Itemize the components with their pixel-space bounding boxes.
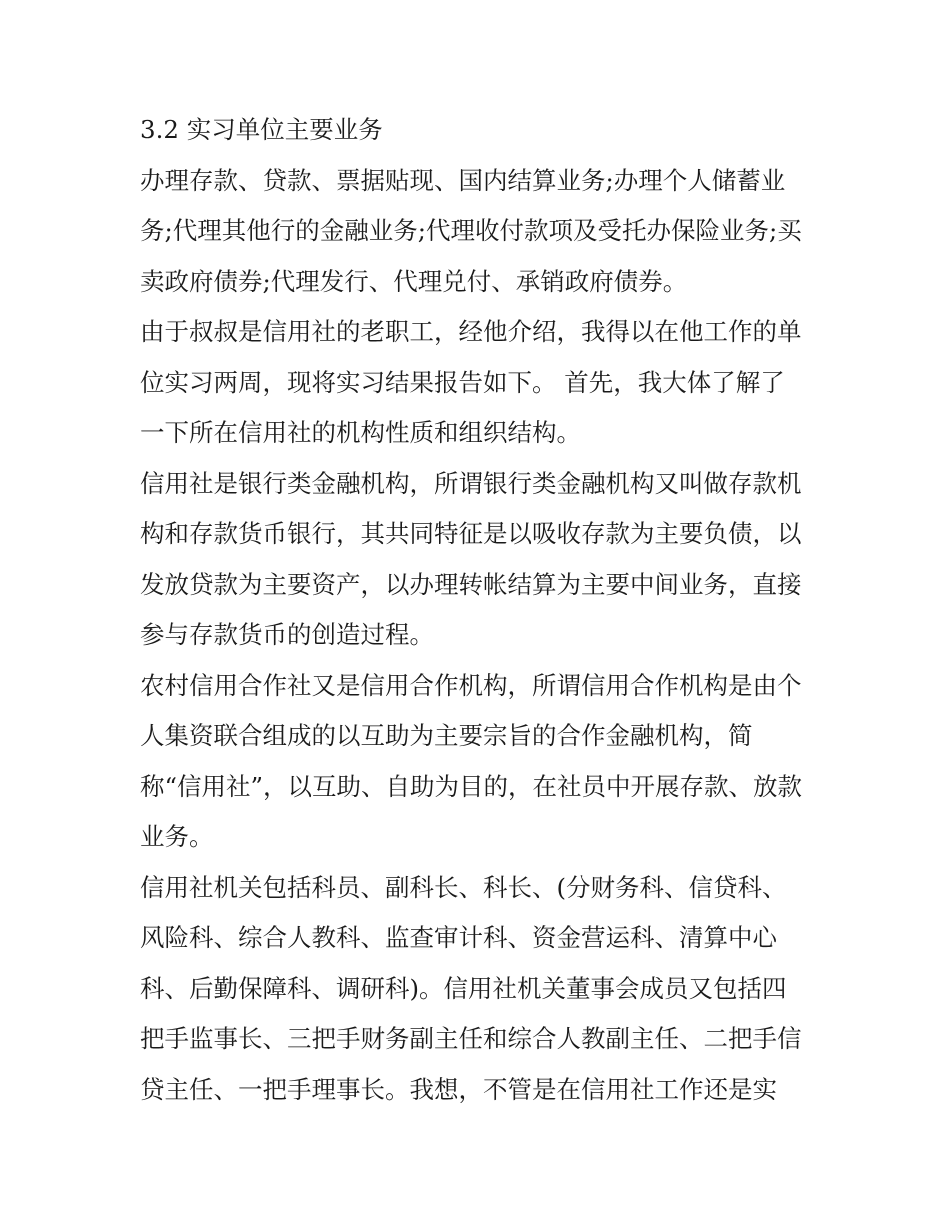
text-line-6: 一下所在信用社的机构性质和组织结构。	[140, 418, 581, 447]
text-line-3: 卖政府债券;代理发行、代理兑付、承销政府债券。	[140, 267, 688, 296]
text-line-8: 构和存款货币银行，其共同特征是以吸收存款为主要负债，以	[140, 519, 802, 548]
text-line-18: 把手监事长、三把手财务副主任和综合人教副主任、二把手信	[140, 1024, 802, 1053]
text-line-14: 业务。	[140, 822, 214, 851]
text-line-12: 人集资联合组成的以互助为主要宗旨的合作金融机构，简	[140, 721, 753, 750]
text-line-1: 办理存款、贷款、票据贴现、国内结算业务;办理个人储蓄业	[140, 166, 786, 195]
text-line-4: 由于叔叔是信用社的老职工，经他介绍，我得以在他工作的单	[140, 317, 802, 346]
text-line-15: 信用社机关包括科员、副科长、科长、(分财务科、信贷科、	[140, 873, 787, 902]
text-line-16: 风险科、综合人教科、监查审计科、资金营运科、清算中心	[140, 923, 777, 952]
text-line-17: 科、后勤保障科、调研科)。信用社机关董事会成员又包括四	[140, 974, 787, 1003]
text-line-10: 参与存款货币的创造过程。	[140, 620, 434, 649]
section-heading: 3.2 实习单位主要业务	[140, 115, 383, 144]
text-line-13: 称“信用社”，以互助、自助为目的，在社员中开展存款、放款	[140, 772, 803, 801]
text-line-19: 贷主任、一把手理事长。我想，不管是在信用社工作还是实	[140, 1075, 777, 1104]
text-line-2: 务;代理其他行的金融业务;代理收付款项及受托办保险业务;买	[140, 216, 802, 245]
text-line-7: 信用社是银行类金融机构，所谓银行类金融机构又叫做存款机	[140, 469, 802, 498]
text-line-11: 农村信用合作社又是信用合作机构，所谓信用合作机构是由个	[140, 671, 802, 700]
text-line-5: 位实习两周，现将实习结果报告如下。 首先，我大体了解了	[140, 368, 785, 397]
text-line-9: 发放贷款为主要资产，以办理转帐结算为主要中间业务，直接	[140, 570, 802, 599]
